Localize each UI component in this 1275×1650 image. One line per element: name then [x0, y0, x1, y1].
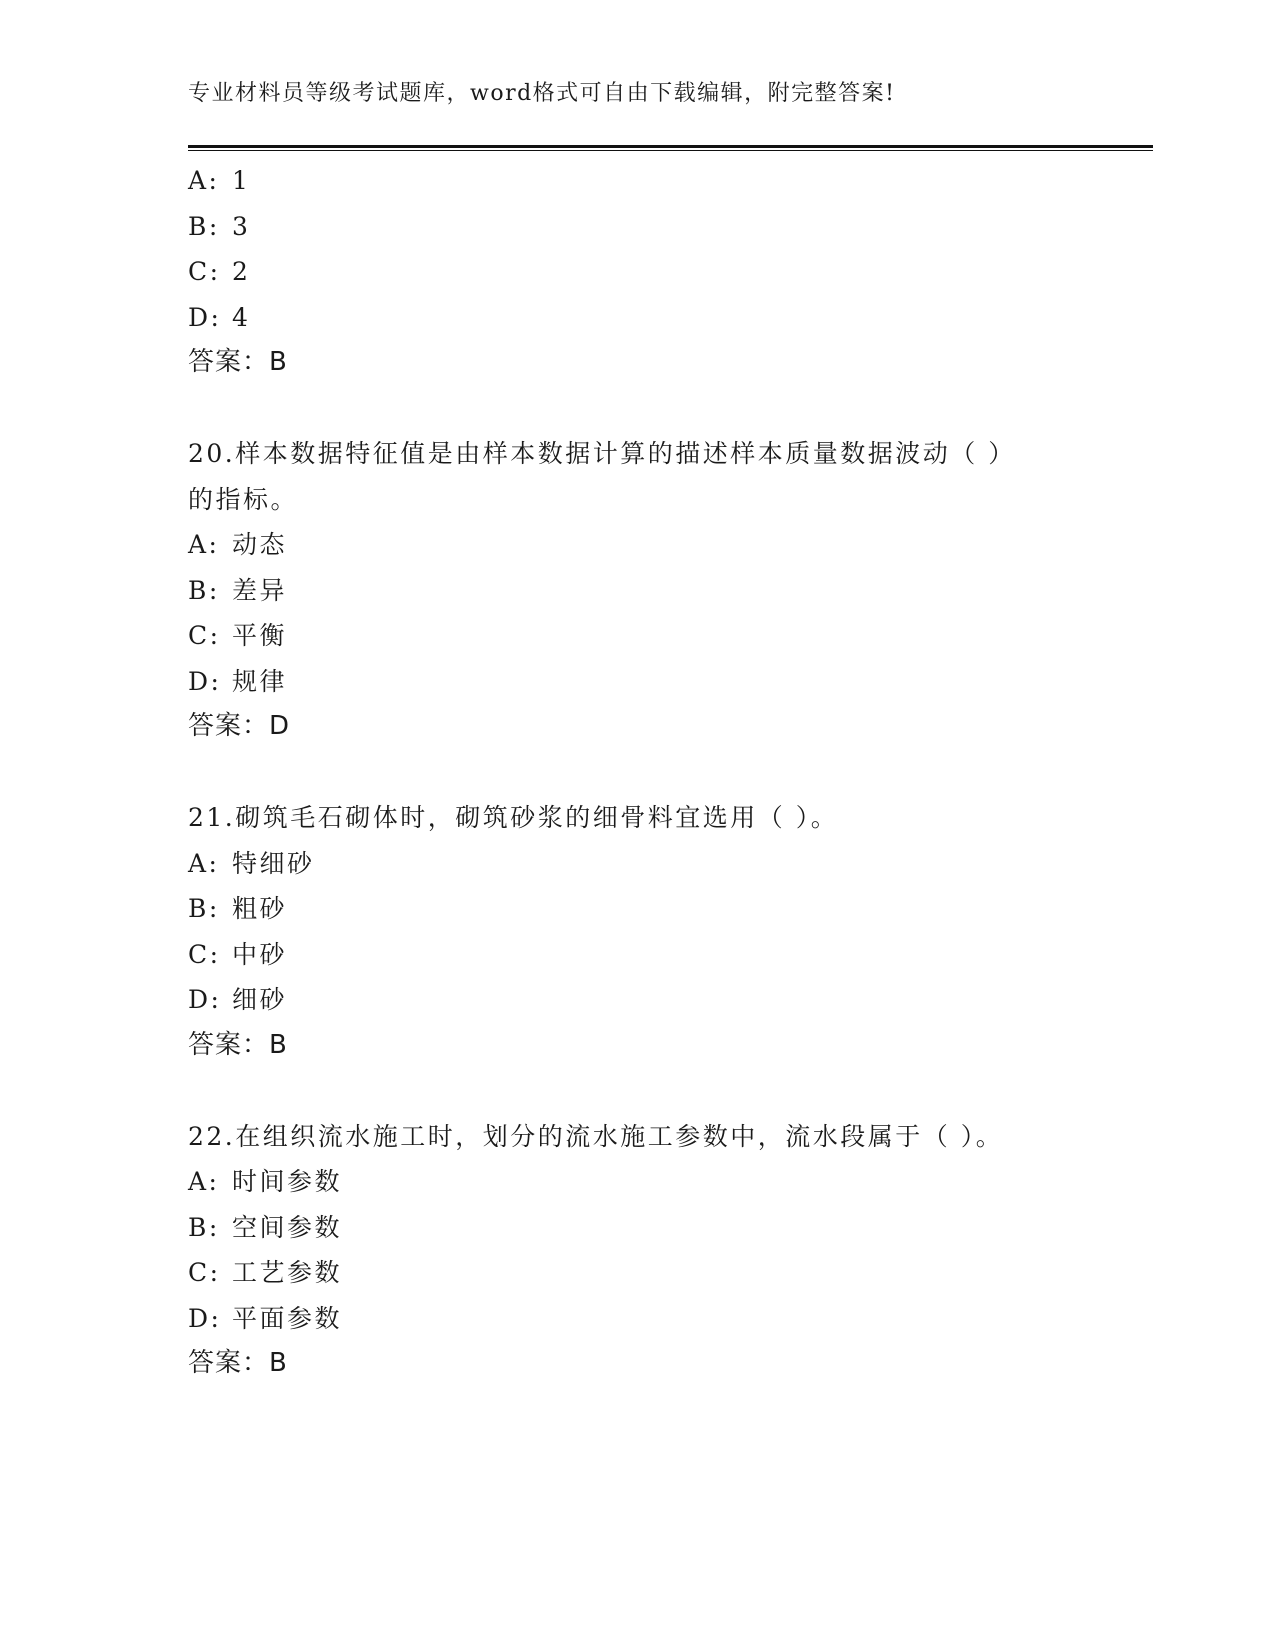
- option-b: [188, 204, 1068, 250]
- option-b: [188, 886, 1068, 932]
- option-text: 差异: [232, 575, 288, 605]
- option-label: B:: [188, 211, 220, 241]
- option-a: [188, 1159, 1068, 1205]
- option-label: C:: [188, 257, 221, 286]
- option-label: A:: [188, 848, 220, 878]
- option-text: 平衡: [232, 621, 288, 650]
- option-text: 时间参数: [232, 1167, 343, 1196]
- option-c: [188, 613, 1068, 659]
- option-label: C:: [188, 1258, 221, 1287]
- option-d: [188, 1296, 1068, 1342]
- option-c: [188, 1250, 1068, 1296]
- option-text: 4: [232, 302, 251, 332]
- option-b: [188, 1205, 1068, 1251]
- option-c: [188, 932, 1068, 978]
- option-text: 1: [232, 166, 251, 195]
- option-text: 工艺参数: [232, 1258, 343, 1287]
- question-block: [188, 431, 1068, 750]
- option-label: C:: [188, 939, 221, 969]
- answer-line: 答案：B: [188, 347, 288, 377]
- option-d: [188, 659, 1068, 705]
- question-stem: 22.在组织流水施工时，划分的流水施工参数中，流水段属于（ ）。: [188, 1121, 1004, 1151]
- option-text: 2: [232, 257, 251, 286]
- question-block: [188, 1114, 1068, 1387]
- option-c: [188, 249, 1068, 295]
- option-text: 平面参数: [232, 1303, 343, 1333]
- option-label: B:: [188, 575, 220, 605]
- option-text: 特细砂: [232, 848, 315, 878]
- option-label: A:: [188, 530, 220, 559]
- option-a: [188, 522, 1068, 568]
- option-label: C:: [188, 621, 221, 650]
- option-text: 细砂: [232, 985, 288, 1014]
- question-block: [188, 158, 1068, 386]
- question-stem: 21.砌筑毛石砌体时，砌筑砂浆的细骨料宜选用（ ）。: [188, 803, 839, 832]
- option-text: 3: [232, 211, 251, 241]
- page-header: 专业材料员等级考试题库，word格式可自由下载编辑，附完整答案!: [188, 81, 896, 106]
- option-label: D:: [188, 302, 222, 332]
- header-rule-thick: [188, 145, 1153, 148]
- option-label: D:: [188, 1303, 222, 1333]
- option-text: 空间参数: [232, 1212, 343, 1242]
- option-label: D:: [188, 985, 222, 1014]
- option-b: [188, 568, 1068, 614]
- option-a: [188, 841, 1068, 887]
- option-text: 规律: [232, 666, 288, 696]
- option-d: [188, 977, 1068, 1023]
- answer-line: 答案：B: [188, 1348, 288, 1378]
- header-rule-thin: [188, 150, 1153, 151]
- option-label: B:: [188, 894, 220, 923]
- spacer: [188, 750, 1068, 796]
- question-block: [188, 795, 1068, 1068]
- option-label: D:: [188, 666, 222, 696]
- spacer: [188, 386, 1068, 432]
- option-label: B:: [188, 1212, 220, 1242]
- option-a: [188, 158, 1068, 204]
- spacer: [188, 1068, 1068, 1114]
- question-stem: 20.样本数据特征值是由样本数据计算的描述样本质量数据波动（ ）: [188, 439, 1016, 468]
- option-d: [188, 295, 1068, 341]
- option-label: A:: [188, 166, 220, 195]
- answer-line: 答案：D: [188, 711, 291, 741]
- option-text: 动态: [232, 530, 288, 559]
- question-stem: 的指标。: [188, 484, 299, 514]
- option-label: A:: [188, 1167, 220, 1196]
- answer-line: 答案：B: [188, 1029, 288, 1060]
- option-text: 中砂: [232, 939, 288, 969]
- question-list: [188, 158, 1068, 1387]
- option-text: 粗砂: [232, 894, 288, 923]
